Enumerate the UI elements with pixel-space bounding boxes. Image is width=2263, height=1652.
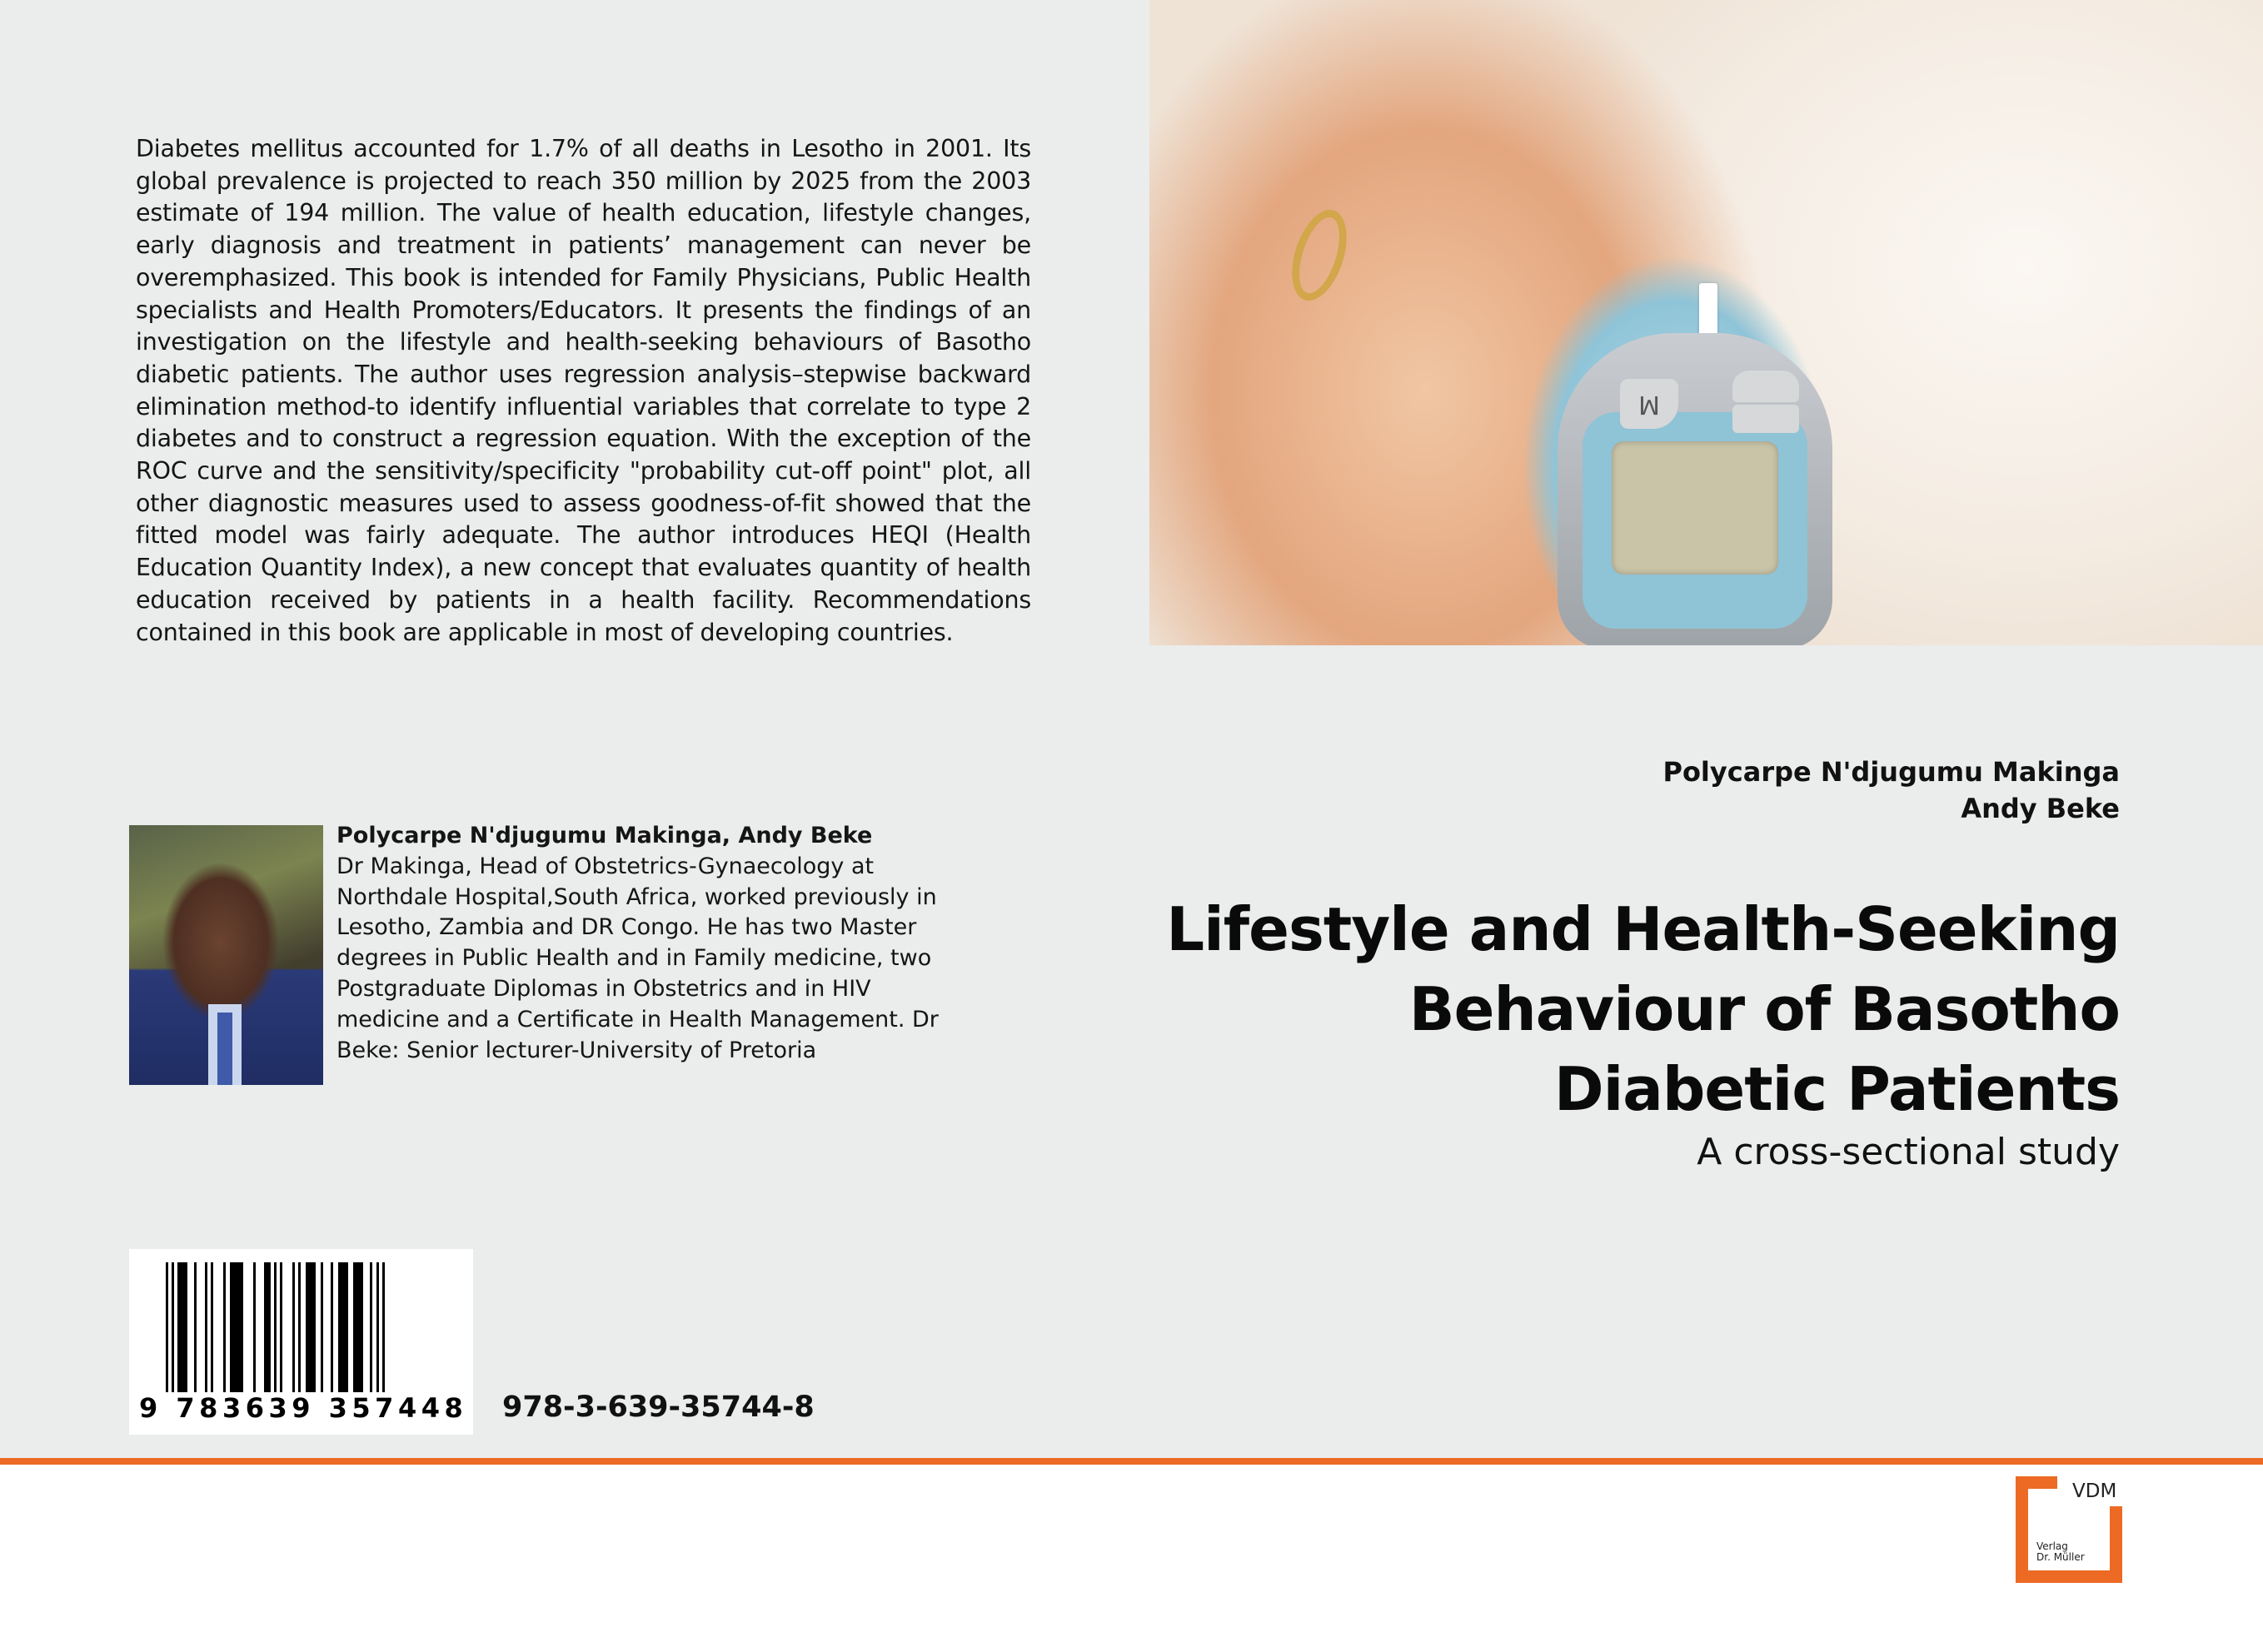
meter-up-button (1732, 371, 1799, 402)
author-name-2: Andy Beke (1961, 793, 2120, 824)
publisher-line-1: Verlag (2036, 1540, 2068, 1552)
meter-screen (1612, 441, 1778, 575)
back-cover-blurb: Diabetes mellitus accounted for 1.7% of all deaths in Lesotho in 2001. Its global prevalence is projected to reach 350 million by 2025 from the 2003 estimate of 194 million. The value of health education, lifestyle changes, early diagnosis and treatment in patients’ management can never be overemphasized. This book is intended for Family Physicians, Public Health specialists and Health Promoters/Educators. It presents the findings of an investigation on the lifestyle and health-seeking behaviours of Basotho diabetic patients. The author uses regression analysis–stepwise backward elimination method-to identify influential variables that correlate to type 2 diabetes and to construct a regression equation. With the exception of the ROC curve and the sensitivity/specificity "probability cut-off point" plot, all other diagnostic measures used to assess goodness-of-fit showed that the fitted model was fairly adequate. The author introduces HEQI (Health Education Quantity Index), a new concept that evaluates quantity of health education received by patients in a health facility. Recommendations contained in this book are applicable in most of developing countries. (136, 135, 1031, 646)
publisher-logo (2016, 1476, 2122, 1583)
isbn-number: 978-3-639-35744-8 (502, 1391, 815, 1424)
author-bio (336, 821, 970, 1066)
glucose-meter (1558, 333, 1832, 645)
title-line-3: Diabetic Patients (1553, 1054, 2120, 1124)
barcode-bars (166, 1262, 466, 1400)
title-line-2: Behaviour of Basotho (1408, 974, 2120, 1044)
barcode-digits: 9 783639 357448 (139, 1392, 468, 1424)
meter-down-button (1732, 405, 1799, 433)
author-tie (217, 1013, 232, 1085)
author-photo (129, 825, 323, 1085)
author-bio-text: Dr Makinga, Head of Obstetrics-Gynaecology at Northdale Hospital,South Africa, worked previously in Lesotho, Zambia and DR Congo. He has two Master degrees in Public Health and in Family medicine, two Postgraduate Diplomas in Obstetrics and in HIV medicine and a Certificate in Health Management. Dr Beke: Senior lecturer-University of Pretoria (336, 853, 939, 1063)
logo-bracket-bottom (2016, 1570, 2122, 1583)
book-subtitle: A cross-sectional study (1697, 1131, 2120, 1173)
cover-photo-glucose-meter (1149, 0, 2263, 645)
logo-bracket-right (2110, 1506, 2122, 1583)
title-line-1: Lifestyle and Health-Seeking (1166, 894, 2120, 964)
book-title (1166, 889, 2120, 1129)
meter-m-button: M (1620, 379, 1678, 429)
orange-divider (0, 1458, 2263, 1465)
logo-bracket-top (2016, 1476, 2057, 1489)
author-bio-names: Polycarpe N'djugumu Makinga, Andy Beke (336, 823, 873, 848)
logo-bracket-left (2016, 1476, 2028, 1583)
publisher-name: VDM (2072, 1480, 2117, 1502)
isbn-barcode (129, 1249, 473, 1435)
publisher-subtitle (2036, 1541, 2085, 1563)
front-cover-authors (1662, 754, 2120, 827)
wedding-ring (1282, 203, 1357, 307)
author-name-1: Polycarpe N'djugumu Makinga (1662, 756, 2120, 788)
publisher-line-2: Dr. Müller (2036, 1551, 2085, 1563)
